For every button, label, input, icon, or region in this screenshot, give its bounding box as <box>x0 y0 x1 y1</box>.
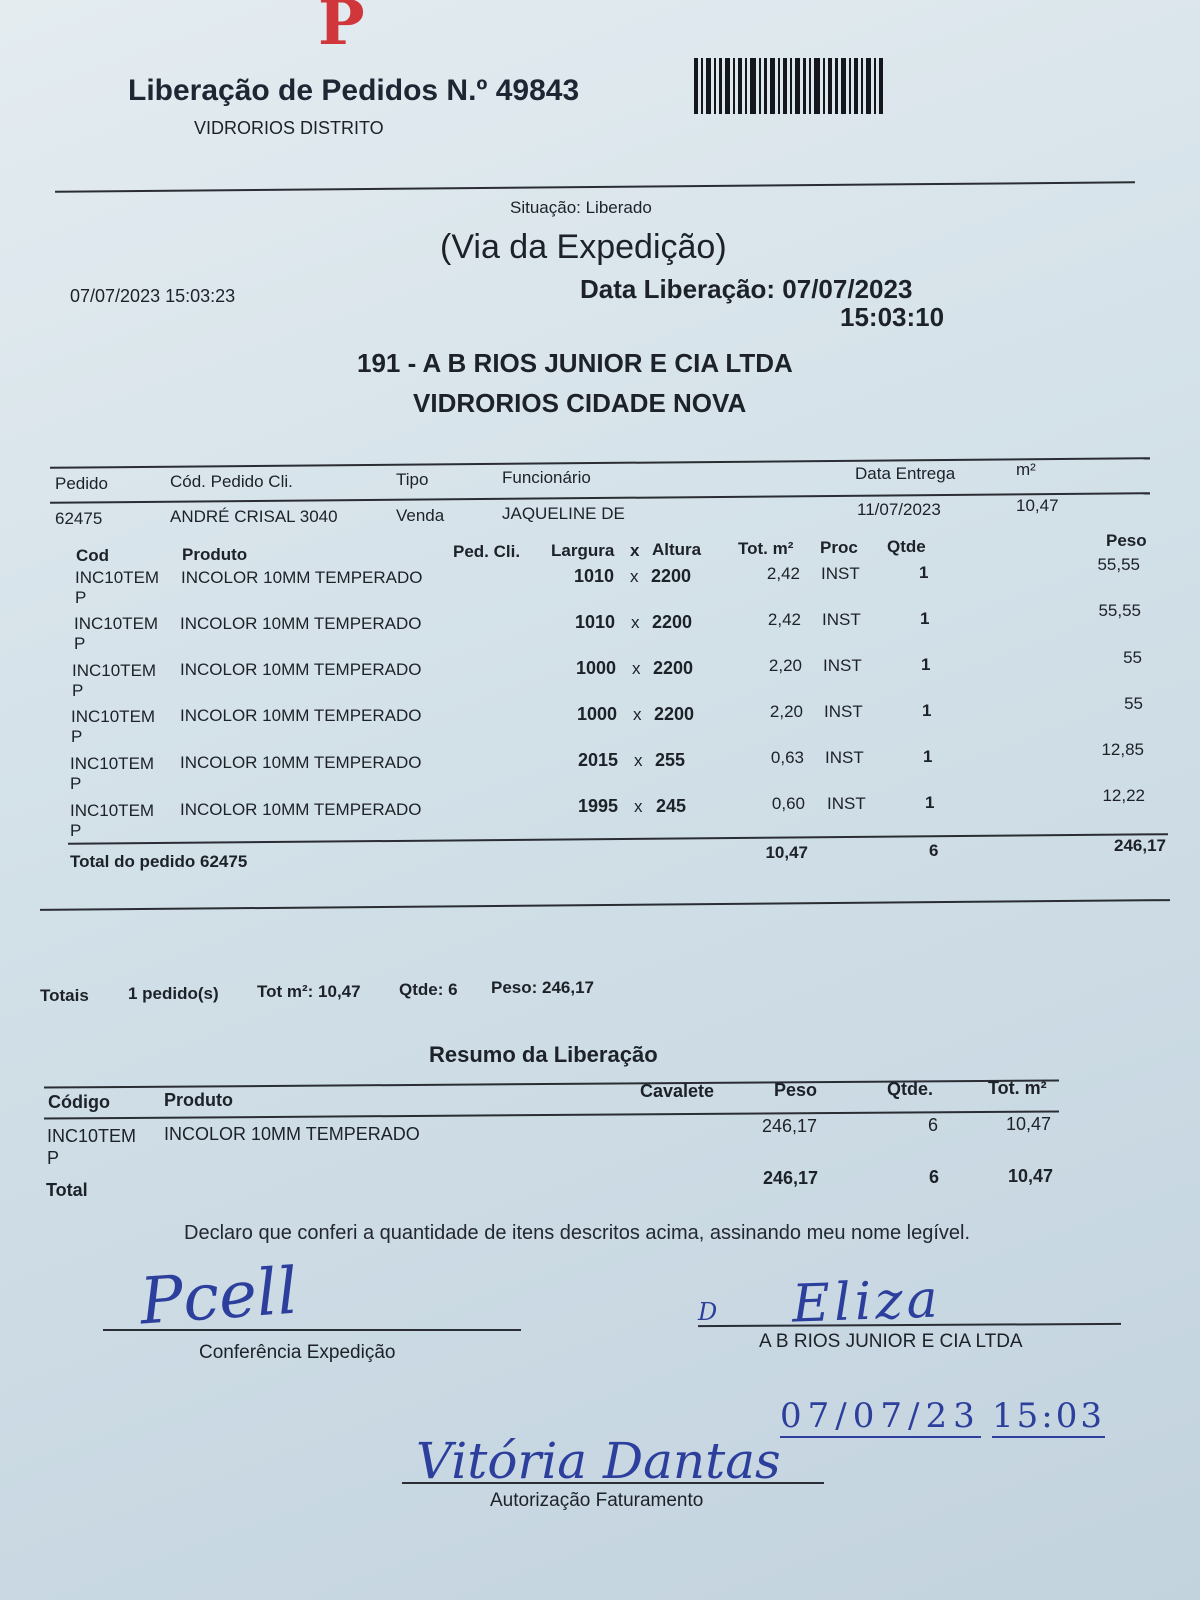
order-m2: 10,47 <box>1016 496 1059 515</box>
item-col-ped-cli: Ped. Cli. <box>453 542 521 561</box>
via-label: (Via da Expedição) <box>440 228 727 266</box>
item-largura: 2015 <box>578 750 619 770</box>
totals-peso: Peso: 246,17 <box>491 978 595 997</box>
summary-total-m2: 10,47 <box>1008 1166 1054 1186</box>
printed-timestamp: 07/07/2023 15:03:23 <box>70 286 236 306</box>
item-cod-cont: P <box>74 634 86 653</box>
item-tot-m2: 2,42 <box>767 610 801 629</box>
item-peso: 12,85 <box>1101 740 1144 759</box>
item-altura: 2200 <box>652 612 693 632</box>
totals-qtde: Qtde: 6 <box>399 980 458 999</box>
client-label: A B RIOS JUNIOR E CIA LTDA <box>759 1331 1023 1352</box>
release-time: 15:03:10 <box>840 302 945 332</box>
order-delivery-date: 11/07/2023 <box>857 500 941 519</box>
item-produto: INCOLOR 10MM TEMPERADO <box>180 706 422 725</box>
totals-m2: Tot m²: 10,47 <box>257 982 361 1001</box>
authorization-label: Autorização Faturamento <box>490 1490 704 1511</box>
order-employee: JAQUELINE DE <box>502 504 625 523</box>
item-x: x <box>634 797 643 816</box>
item-cod-cont: P <box>70 774 82 793</box>
item-cod-cont: P <box>71 727 83 746</box>
handwritten-date: 07/07/23 <box>780 1396 981 1436</box>
totals-label: Totais <box>40 986 89 1005</box>
col-m2: m² <box>1016 460 1036 479</box>
item-col-tot-m2: Tot. m² <box>738 539 794 558</box>
conference-signature-line <box>103 1329 521 1331</box>
handwritten-time: 15:03 <box>992 1396 1105 1436</box>
item-qtde: 1 <box>923 747 933 766</box>
item-x: x <box>634 751 643 770</box>
conference-signature: Pcell <box>137 1254 301 1340</box>
item-produto: INCOLOR 10MM TEMPERADO <box>180 753 422 772</box>
item-altura: 2200 <box>653 658 694 678</box>
item-proc: INST <box>823 656 862 675</box>
item-cod: INC10TEM <box>70 754 155 773</box>
item-tot-m2: 0,63 <box>770 748 804 767</box>
summary-col-tot-m2: Tot. m² <box>988 1078 1047 1098</box>
item-peso: 55,55 <box>1097 555 1140 574</box>
item-cod-cont: P <box>75 588 87 607</box>
item-largura: 1010 <box>575 612 616 632</box>
item-col-largura: Largura <box>551 541 615 560</box>
item-col-produto: Produto <box>182 545 248 564</box>
order-total-m2: 10,47 <box>765 843 808 862</box>
item-produto: INCOLOR 10MM TEMPERADO <box>180 660 422 679</box>
item-produto: INCOLOR 10MM TEMPERADO <box>180 614 422 633</box>
client-signature: Eliza <box>790 1269 943 1335</box>
item-x: x <box>632 659 641 678</box>
col-data-entrega: Data Entrega <box>855 464 956 483</box>
table-row <box>0 740 1200 793</box>
summary-title: Resumo da Liberação <box>429 1042 658 1067</box>
table-row <box>0 786 1200 840</box>
item-proc: INST <box>825 748 864 767</box>
summary-col-produto: Produto <box>164 1090 233 1110</box>
item-x: x <box>630 567 639 586</box>
item-col-peso: Peso <box>1106 531 1147 550</box>
col-tipo: Tipo <box>396 470 429 489</box>
item-cod-cont: P <box>70 821 82 840</box>
item-col-x: x <box>630 541 640 560</box>
item-proc: INST <box>821 564 860 583</box>
item-qtde: 1 <box>919 563 929 582</box>
summary-col-qtde: Qtde. <box>887 1079 934 1099</box>
order-type: Venda <box>396 506 445 525</box>
order-divider-top <box>50 457 1150 469</box>
item-cod-cont: P <box>72 681 84 700</box>
item-x: x <box>633 705 642 724</box>
client-name: 191 - A B RIOS JUNIOR E CIA LTDA <box>357 348 793 378</box>
header-divider <box>55 181 1135 192</box>
item-cod: INC10TEM <box>72 661 157 680</box>
item-altura: 255 <box>655 750 686 770</box>
col-pedido: Pedido <box>55 474 108 493</box>
order-number: 62475 <box>55 509 103 528</box>
item-qtde: 1 <box>921 655 931 674</box>
company-name: VIDRORIOS DISTRITO <box>194 118 384 138</box>
item-peso: 55,55 <box>1098 601 1141 620</box>
item-x: x <box>631 613 640 632</box>
authorization-signature-line <box>402 1482 824 1484</box>
summary-total-qtde: 6 <box>929 1167 940 1187</box>
item-cod: INC10TEM <box>75 568 160 587</box>
conference-label: Conferência Expedição <box>199 1342 396 1363</box>
order-end-divider <box>40 899 1170 911</box>
client-signature-mark: D <box>698 1298 718 1326</box>
item-tot-m2: 2,42 <box>766 564 800 583</box>
item-qtde: 1 <box>922 701 932 720</box>
item-largura: 1995 <box>578 796 619 816</box>
item-largura: 1000 <box>577 704 618 724</box>
order-client-code: ANDRÉ CRISAL 3040 <box>170 507 338 526</box>
summary-produto: INCOLOR 10MM TEMPERADO <box>164 1124 420 1144</box>
item-produto: INCOLOR 10MM TEMPERADO <box>181 568 423 587</box>
authorization-signature: Vitória Dantas <box>416 1432 781 1490</box>
item-peso: 55 <box>1124 694 1143 713</box>
summary-codigo-cont: P <box>47 1148 60 1168</box>
summary-divider-mid <box>44 1110 1059 1119</box>
summary-qtde: 6 <box>928 1115 939 1135</box>
handwritten-mark: P <box>318 0 365 59</box>
item-cod: INC10TEM <box>74 614 159 633</box>
col-funcionario: Funcionário <box>502 468 591 487</box>
table-row <box>0 694 1200 746</box>
item-peso: 12,22 <box>1102 786 1145 805</box>
col-cod-pedido-cli: Cód. Pedido Cli. <box>170 472 293 491</box>
item-largura: 1010 <box>574 566 615 586</box>
page-title: Liberação de Pedidos N.º 49843 <box>128 74 580 107</box>
item-largura: 1000 <box>576 658 617 678</box>
summary-total-peso: 246,17 <box>763 1168 819 1188</box>
item-tot-m2: 0,60 <box>771 794 805 813</box>
client-branch: VIDRORIOS CIDADE NOVA <box>413 388 747 418</box>
item-qtde: 1 <box>925 793 935 812</box>
item-altura: 245 <box>656 796 687 816</box>
item-tot-m2: 2,20 <box>769 702 803 721</box>
item-produto: INCOLOR 10MM TEMPERADO <box>180 800 422 819</box>
summary-col-cavalete: Cavalete <box>640 1081 715 1101</box>
declaration-text: Declaro que conferi a quantidade de itens descritos acima, assinando meu nome legível. <box>184 1222 971 1244</box>
summary-col-peso: Peso <box>774 1080 818 1100</box>
release-date: Data Liberação: 07/07/2023 <box>580 274 913 304</box>
item-col-proc: Proc <box>820 538 858 557</box>
item-col-cod: Cod <box>76 546 110 565</box>
summary-codigo: INC10TEM <box>47 1126 137 1146</box>
item-qtde: 1 <box>920 609 930 628</box>
order-total-qtde: 6 <box>929 841 939 860</box>
order-total-peso: 246,17 <box>1114 836 1166 855</box>
item-proc: INST <box>827 794 866 813</box>
item-tot-m2: 2,20 <box>768 656 802 675</box>
item-altura: 2200 <box>654 704 695 724</box>
item-proc: INST <box>824 702 863 721</box>
barcode <box>694 58 884 114</box>
order-total-label: Total do pedido 62475 <box>70 852 248 871</box>
item-cod: INC10TEM <box>70 801 155 820</box>
summary-peso: 246,17 <box>762 1116 818 1136</box>
order-divider-mid <box>50 492 1150 504</box>
item-cod: INC10TEM <box>71 707 156 726</box>
item-altura: 2200 <box>651 566 692 586</box>
item-proc: INST <box>822 610 861 629</box>
summary-tot-m2: 10,47 <box>1006 1114 1052 1134</box>
status-text: Situação: Liberado <box>510 198 652 217</box>
item-col-qtde: Qtde <box>887 537 926 556</box>
item-col-altura: Altura <box>652 540 702 559</box>
summary-row <box>0 1114 1200 1170</box>
item-peso: 55 <box>1123 648 1142 667</box>
table-row <box>0 648 1200 700</box>
totals-pedidos: 1 pedido(s) <box>128 984 219 1003</box>
summary-col-codigo: Código <box>48 1092 110 1112</box>
table-row <box>0 601 1200 653</box>
summary-total-label: Total <box>46 1180 88 1200</box>
